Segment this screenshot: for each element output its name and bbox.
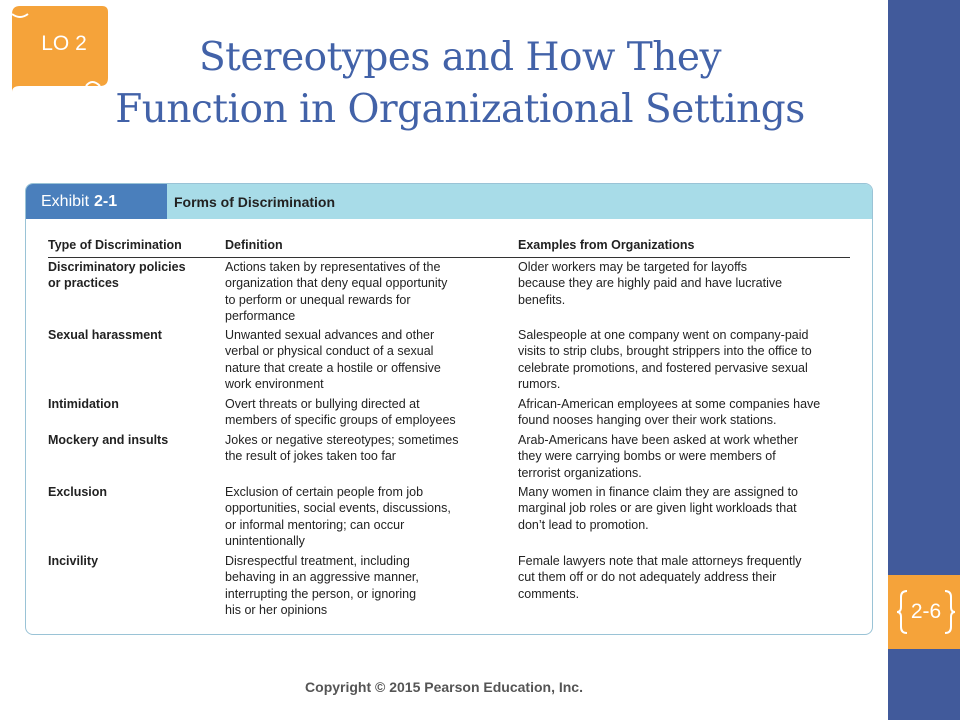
row-type: Discriminatory policies or practices — [48, 260, 186, 291]
copyright-notice: Copyright © 2015 Pearson Education, Inc. — [305, 679, 583, 695]
column-header-examples: Examples from Organizations — [518, 238, 695, 252]
row-definition: Jokes or negative stereotypes; sometimes the result of jokes taken too far — [225, 433, 459, 464]
row-example: Arab-Americans have been asked at work whether they were carrying bombs or were members of terrorist organizations. — [518, 433, 799, 480]
page-number-frame — [897, 589, 955, 635]
lo-label: LO 2 — [41, 32, 87, 55]
exhibit-number: 2-1 — [94, 192, 118, 210]
row-example: Salespeople at one company went on company-paid visits to strip clubs, brought strippers into the office to celebrate promotions, and fostered pervasive sexual rumors. — [518, 328, 812, 391]
column-header-type: Type of Discrimination — [48, 238, 182, 252]
row-type: Intimidation — [48, 397, 119, 411]
page-number: 2-6 — [910, 600, 942, 623]
row-definition: Actions taken by representatives of the organization that deny equal opportunity to perform or unequal rewards for performance — [225, 260, 448, 323]
exhibit-title: Forms of Discrimination — [174, 193, 336, 210]
column-header-definition: Definition — [225, 238, 283, 252]
row-type: Sexual harassment — [48, 328, 162, 342]
slide-title-line-2: Function in Organizational Settings — [115, 87, 805, 132]
row-definition: Unwanted sexual advances and other verbal or physical conduct of a sexual nature that create a hostile or offensive work environment — [225, 328, 441, 391]
row-example: African-American employees at some companies have found nooses hanging over their work stations. — [518, 397, 821, 428]
row-definition: Disrespectful treatment, including behaving in an aggressive manner, interrupting the person, or ignoring his or her opinions — [225, 554, 419, 617]
row-type: Incivility — [48, 554, 99, 568]
header-divider — [48, 257, 850, 258]
row-definition: Overt threats or bullying directed at members of specific groups of employees — [225, 397, 456, 428]
slide-title-line-1: Stereotypes and How They — [198, 35, 722, 80]
exhibit-label — [26, 184, 167, 219]
row-definition: Exclusion of certain people from job opportunities, social events, discussions, or informal mentoring; can occur unintentionally — [225, 485, 451, 548]
row-type: Exclusion — [48, 485, 108, 499]
slide-title — [40, 32, 880, 136]
row-example: Female lawyers note that male attorneys frequently cut them off or do not adequately address their comments. — [518, 554, 802, 601]
exhibit-panel — [25, 183, 873, 635]
exhibit-label-word: Exhibit — [41, 192, 90, 210]
row-type: Mockery and insults — [48, 433, 169, 447]
row-example: Many women in finance claim they are assigned to marginal job roles or are given light workloads that don’t lead to promotion. — [518, 485, 799, 532]
row-example: Older workers may be targeted for layoffs because they are highly paid and have lucrative benefits. — [518, 260, 783, 307]
